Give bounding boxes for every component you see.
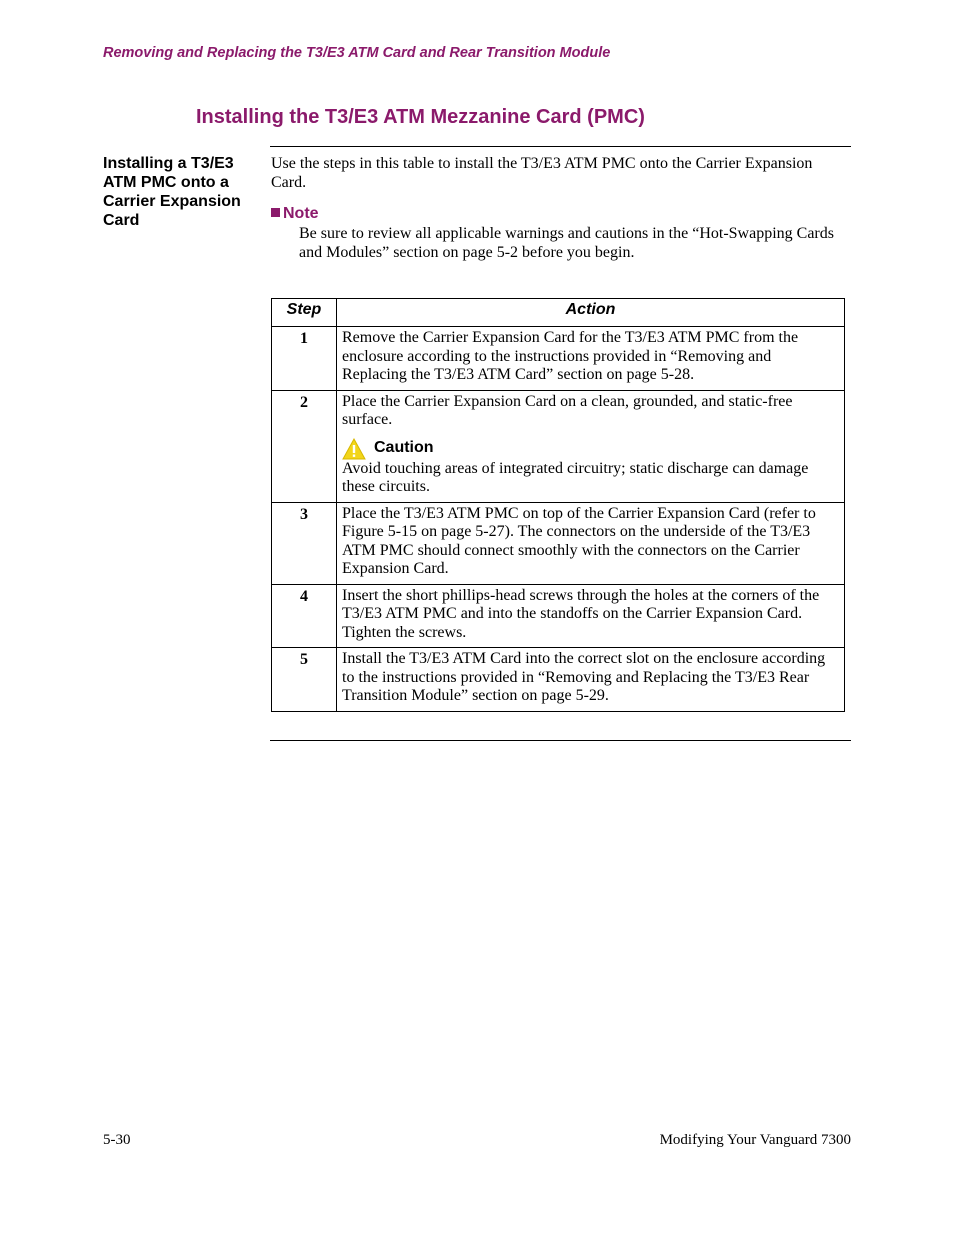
table-row: [272, 502, 845, 584]
running-header: Removing and Replacing the T3/E3 ATM Card and Rear Transition Module: [103, 45, 611, 61]
step-action: Insert the short phillips-head screws through the holes at the corners of the T3/E3 ATM PMC and into the standoffs on the Carrier Expansion Card. Tighten the screws.: [337, 584, 845, 648]
warning-triangle-icon: [342, 438, 366, 460]
bottom-divider: [270, 740, 851, 741]
table-row: [272, 648, 845, 712]
note-heading: [271, 205, 319, 223]
intro-paragraph: Use the steps in this table to install the T3/E3 ATM PMC onto the Carrier Expansion Card.: [271, 155, 813, 191]
caution-heading: [342, 438, 836, 460]
table-row: [272, 327, 845, 391]
top-divider: [270, 146, 851, 147]
table-header-row: [272, 299, 845, 327]
step-action: Remove the Carrier Expansion Card for the T3/E3 ATM PMC from the enclosure according to the instructions provided in “Removing and Replacing the T3/E3 ATM Card” section on page 5-28.: [337, 327, 845, 391]
action-column-header: Action: [337, 299, 845, 327]
square-bullet-icon: [271, 208, 280, 217]
steps-table: [271, 298, 845, 712]
step-action-text: Place the Carrier Expansion Card on a clean, grounded, and static-free surface.: [342, 392, 793, 428]
table-row: [272, 390, 845, 502]
side-heading: Installing a T3/E3 ATM PMC onto a Carrier Expansion Card: [103, 155, 241, 229]
document-title: Modifying Your Vanguard 7300: [659, 1132, 851, 1148]
table-row: [272, 584, 845, 648]
caution-label: Caution: [374, 439, 434, 457]
step-number: 2: [272, 390, 337, 502]
note-text: Be sure to review all applicable warnings and cautions in the “Hot-Swapping Cards and Modules” section on page 5-2 before you begin.: [299, 225, 834, 261]
step-number: 1: [272, 327, 337, 391]
caution-text: Avoid touching areas of integrated circuitry; static discharge can damage these circuits.: [342, 459, 809, 495]
step-action-with-caution: [337, 390, 845, 502]
step-number: 5: [272, 648, 337, 712]
step-number: 4: [272, 584, 337, 648]
step-action: Place the T3/E3 ATM PMC on top of the Carrier Expansion Card (refer to Figure 5-15 on page 5-27). The connectors on the underside of the T3/E3 ATM PMC should connect smoothly with the connectors on the Carrier Expansion Card.: [337, 502, 845, 584]
step-action: Install the T3/E3 ATM Card into the correct slot on the enclosure according to the instructions provided in “Removing and Replacing the T3/E3 Rear Transition Module” section on page 5-29.: [337, 648, 845, 712]
note-label: Note: [283, 205, 319, 222]
page-number: 5-30: [103, 1132, 131, 1148]
step-column-header: Step: [272, 299, 337, 327]
step-number: 3: [272, 502, 337, 584]
section-title: Installing the T3/E3 ATM Mezzanine Card (PMC): [196, 106, 645, 128]
